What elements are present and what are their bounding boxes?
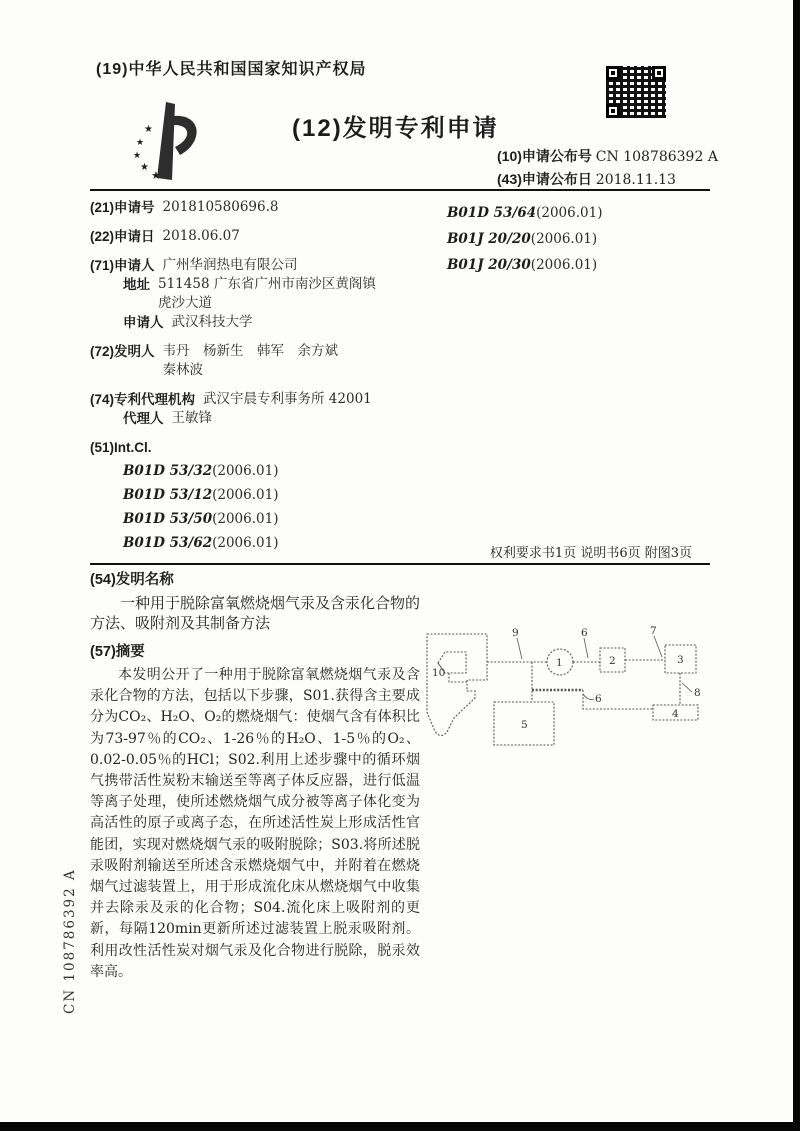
intcl-row	[90, 438, 438, 457]
intcl-code-item	[447, 200, 710, 226]
intcl-version: (2006.01)	[212, 535, 279, 551]
address-label: 地址	[123, 277, 150, 292]
intcl-version: (2006.01)	[530, 231, 598, 247]
intcl-code-item	[123, 531, 438, 555]
application-number-label: (21)申请号	[90, 200, 155, 215]
qr-finder-icon	[606, 104, 620, 118]
abstract-label: (57)摘要	[90, 644, 145, 660]
intcl-version: (2006.01)	[212, 487, 279, 503]
intcl-code: B01D 53/62	[123, 535, 213, 551]
publication-number-value: CN 108786392 A	[595, 149, 718, 165]
agency-row	[90, 390, 438, 409]
figure-label-9: 9	[512, 627, 519, 639]
figure-label-8: 8	[694, 687, 701, 699]
svg-text:★: ★	[144, 124, 153, 135]
application-number-row	[90, 198, 438, 217]
intcl-code-item	[447, 226, 710, 252]
biblio-right-column	[443, 200, 710, 278]
patent-office-title: (19)中华人民共和国国家知识产权局	[96, 61, 367, 78]
figure-label-3: 3	[677, 654, 684, 666]
inventors-value: 韦丹 杨新生 韩军 余方斌 秦林波	[162, 343, 339, 378]
figure-label-2: 2	[609, 655, 616, 667]
intcl-version: (2006.01)	[536, 205, 603, 221]
publication-date-value: 2018.11.13	[595, 172, 676, 188]
divider-line	[90, 563, 710, 565]
publication-date-label: (43)申请公布日	[497, 171, 592, 187]
burner-connector	[449, 673, 467, 682]
intcl-version: (2006.01)	[212, 511, 279, 527]
applicant-row	[90, 256, 438, 275]
intcl-version: (2006.01)	[530, 257, 598, 273]
intcl-label: (51)Int.Cl.	[90, 440, 152, 455]
inventors-row	[90, 342, 438, 380]
main-text-column	[90, 568, 420, 983]
scan-edge-right	[793, 0, 800, 1131]
intcl-code: B01D 53/64	[447, 205, 537, 221]
intcl-version: (2006.01)	[212, 463, 279, 479]
scan-edge-bottom	[0, 1122, 800, 1131]
agent-value: 王敏锋	[171, 410, 212, 426]
second-applicant-row	[123, 313, 438, 332]
figure-label-7: 7	[650, 625, 657, 637]
document-type-title: (12)发明专利申请	[292, 115, 499, 142]
application-date-value: 2018.06.07	[162, 228, 240, 244]
qr-finder-icon	[652, 66, 666, 80]
agency-value: 武汉宇晨专利事务所 42001	[203, 391, 372, 407]
intcl-code-item	[123, 507, 438, 531]
svg-text:★: ★	[133, 150, 142, 160]
applicant-label: (71)申请人	[90, 258, 155, 273]
figure-label-1: 1	[556, 657, 563, 669]
intcl-code: B01D 53/32	[123, 463, 213, 479]
intcl-code: B01D 53/50	[123, 511, 213, 527]
address-value: 511458 广东省广州市南沙区黄阁镇 虎沙大道	[158, 276, 376, 311]
side-publication-code: CN 108786392 A	[62, 868, 78, 1014]
invention-title-label: (54)发明名称	[90, 572, 174, 588]
qr-code-icon	[606, 66, 666, 118]
intcl-code-item	[447, 252, 710, 278]
boiler-outline	[427, 634, 487, 736]
agent-row	[123, 409, 438, 428]
pages-summary: 权利要求书1页 说明书6页 附图3页	[489, 546, 692, 561]
applicant-value: 广州华润热电有限公司	[162, 257, 298, 273]
agency-label: (74)专利代理机构	[90, 392, 196, 407]
agent-label: 代理人	[123, 411, 164, 426]
application-date-row	[90, 227, 438, 246]
intcl-code: B01J 20/20	[447, 231, 531, 247]
second-applicant-value: 武汉科技大学	[171, 314, 253, 330]
publication-number-line	[497, 146, 718, 166]
qr-finder-icon	[606, 66, 620, 80]
abstract-text: 本发明公开了一种用于脱除富氧燃烧烟气汞及含汞化合物的方法，包括以下步骤，S01.获得含主要成分为CO₂、H₂O、O₂的燃烧烟气：使烟气含有体积比为73-97％的CO₂、1-26％的H₂O、1-5％的O₂、0.02-0.05％的HCl；S02.利用上述步骤中的循环烟气携带活性炭粉末输送至等离子体反应器，进行低温等离子处理，使所述燃烧烟气成分被等离子体化变为高活性的原子或离子态，在所述活性炭上形成活性官能团，实现对燃烧烟气汞的吸附脱除；S03.将所述脱汞吸附剂输送至所述含汞燃烧烟气中，并附着在燃烧烟气过滤装置上，用于形成流化床从燃烧烟气中收集并去除汞及汞的化合物；S04.流化床上吸附剂的更新，每隔120min更新所述过滤装置上脱汞吸附剂。利用改性活性炭对烟气汞及化合物进行脱除，脱汞效率高。	[90, 667, 420, 980]
application-date-label: (22)申请日	[90, 229, 155, 244]
second-applicant-label: 申请人	[123, 315, 164, 330]
biblio-left-column	[90, 198, 438, 555]
intcl-code: B01D 53/12	[123, 487, 213, 503]
cnipa-logo-icon	[126, 98, 216, 188]
intcl-code-item	[123, 483, 438, 507]
intcl-code: B01J 20/30	[447, 257, 531, 273]
figure-label-10: 10	[432, 667, 446, 679]
inventors-label: (72)发明人	[90, 344, 155, 359]
application-number-value: 201810580696.8	[162, 199, 279, 215]
intcl-code-item	[123, 459, 438, 483]
address-row	[123, 275, 438, 313]
svg-text:★: ★	[136, 137, 145, 147]
invention-title: 一种用于脱除富氧燃烧烟气汞及含汞化合物的方法、吸附剂及其制备方法	[90, 594, 421, 632]
svg-text:★: ★	[151, 170, 161, 182]
figure-label-5: 5	[521, 719, 528, 731]
divider-line	[90, 189, 710, 191]
publication-number-label: (10)申请公布号	[497, 148, 592, 164]
svg-text:★: ★	[140, 162, 149, 173]
figure-label-6a: 6	[581, 627, 588, 639]
abstract-figure	[408, 618, 713, 768]
figure-label-6b: 6	[595, 693, 602, 705]
publication-date-line	[497, 169, 676, 189]
figure-label-4: 4	[672, 708, 679, 720]
